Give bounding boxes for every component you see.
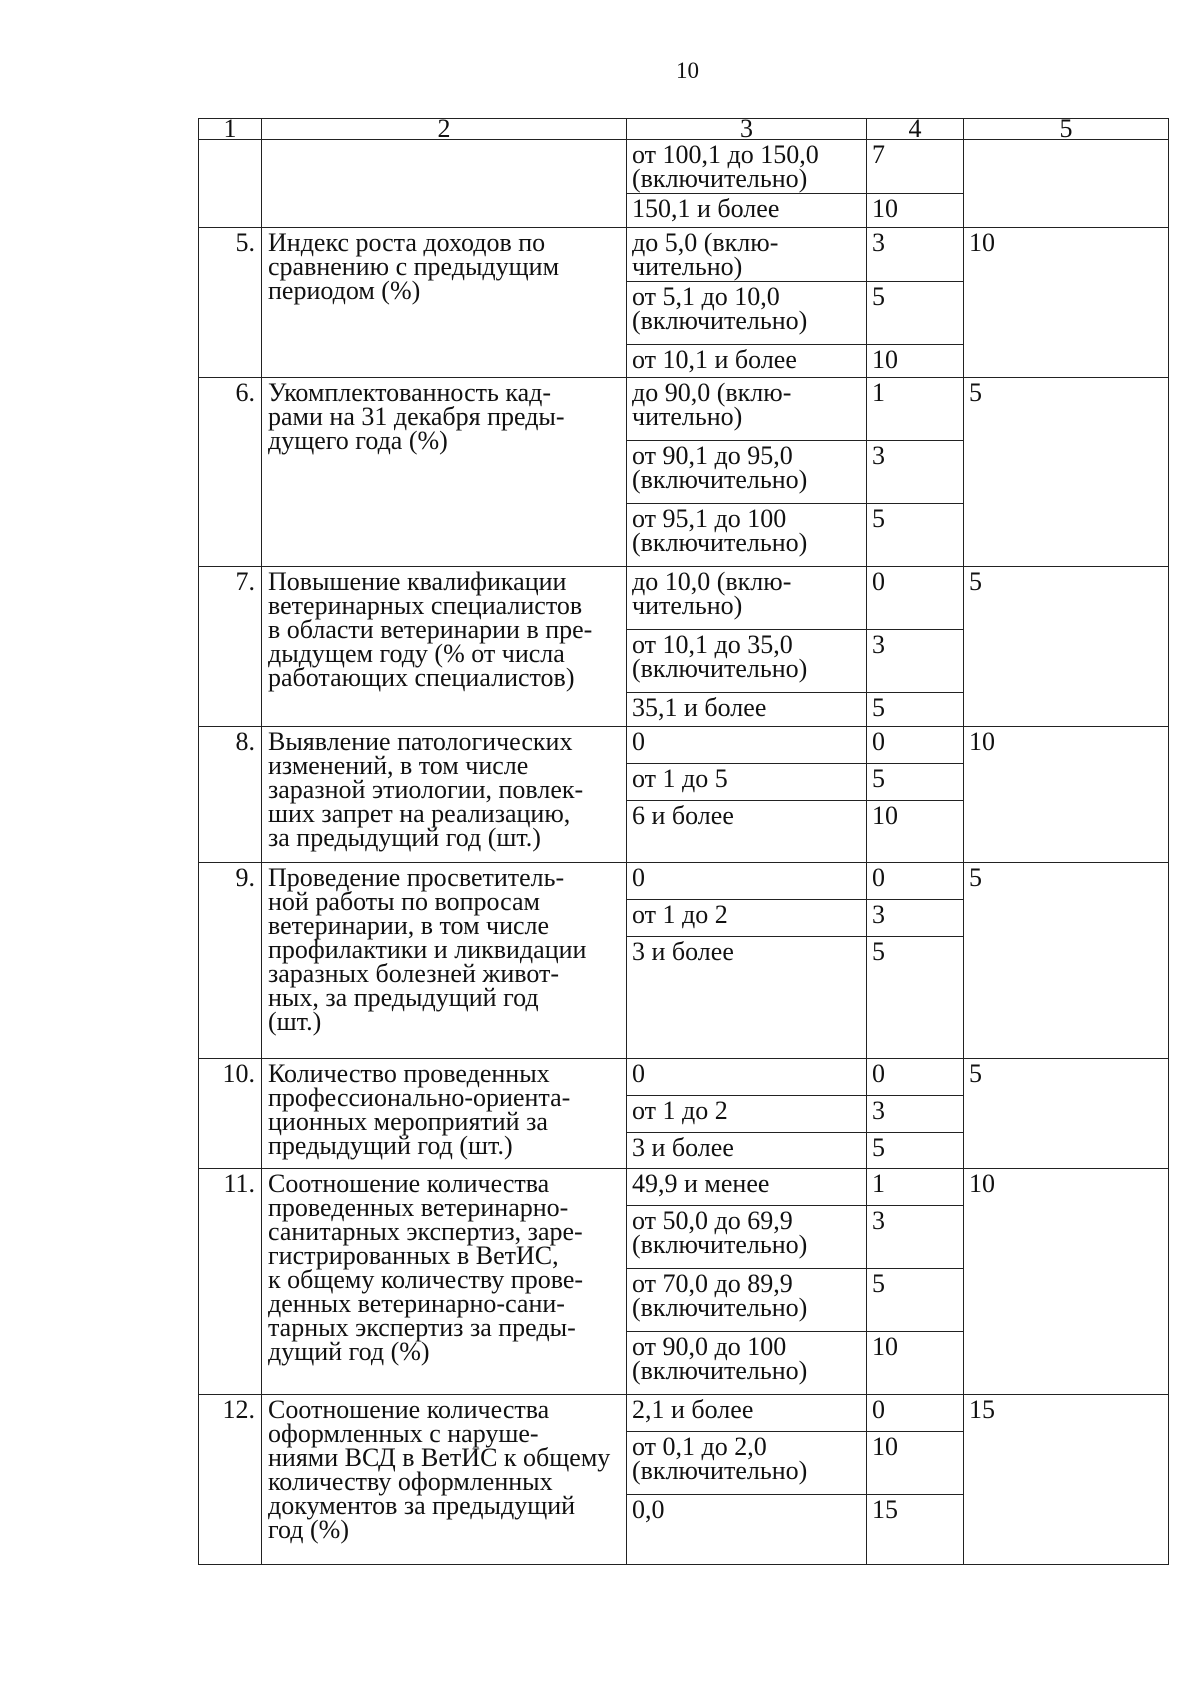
value-range-text: 150,1 и более <box>632 194 780 223</box>
max-points <box>964 140 1169 228</box>
criterion-name <box>262 1059 627 1169</box>
criterion-number <box>199 1169 262 1395</box>
points-text: 7 <box>872 140 885 169</box>
value-range <box>627 693 867 727</box>
value-range <box>627 900 867 937</box>
value-range-text: до 90,0 (вклю- чительно) <box>632 378 792 431</box>
points <box>867 567 964 630</box>
value-range <box>627 1432 867 1495</box>
value-range <box>627 567 867 630</box>
value-range-text: от 1 до 5 <box>632 764 728 793</box>
page-number: 10 <box>676 58 699 83</box>
points <box>867 1133 964 1169</box>
max-points <box>964 1169 1169 1395</box>
criterion-name-text: Количество проведенных профессионально-ориента- ционных мероприятий за предыдущий год (шт.) <box>268 1059 571 1160</box>
points-text: 5 <box>872 282 885 311</box>
criterion-name <box>262 140 627 228</box>
column-number <box>199 114 262 143</box>
table-row <box>199 1169 1169 1206</box>
points <box>867 1332 964 1395</box>
value-range-text: от 70,0 до 89,9 (включительно) <box>632 1269 808 1322</box>
points-text: 15 <box>872 1495 898 1524</box>
points <box>867 937 964 1059</box>
points-text: 3 <box>872 228 885 257</box>
max-points-text: 15 <box>969 1395 995 1424</box>
value-range <box>627 1332 867 1395</box>
value-range-text: до 10,0 (вклю- чительно) <box>632 567 792 620</box>
max-points-text: 10 <box>969 727 995 756</box>
table-row <box>199 140 1169 194</box>
value-range-text: от 10,1 до 35,0 (включительно) <box>632 630 808 683</box>
points <box>867 1059 964 1096</box>
table-row <box>199 1059 1169 1096</box>
value-range <box>627 282 867 345</box>
points-text: 3 <box>872 1206 885 1235</box>
points <box>867 1432 964 1495</box>
value-range <box>627 937 867 1059</box>
criterion-number-text: 7. <box>235 567 255 596</box>
value-range-text: 6 и более <box>632 801 734 830</box>
max-points <box>964 1059 1169 1169</box>
max-points <box>964 378 1169 567</box>
criterion-number <box>199 1395 262 1565</box>
max-points-text: 5 <box>969 378 982 407</box>
value-range-text: от 0,1 до 2,0 (включительно) <box>632 1432 808 1485</box>
max-points <box>964 863 1169 1059</box>
max-points-text: 10 <box>969 228 995 257</box>
points <box>867 630 964 693</box>
points-text: 5 <box>872 764 885 793</box>
criterion-number <box>199 1059 262 1169</box>
points-text: 10 <box>872 801 898 830</box>
table-row <box>199 1395 1169 1432</box>
points <box>867 801 964 863</box>
criterion-number <box>199 228 262 378</box>
points-text: 10 <box>872 1332 898 1361</box>
value-range-text: от 1 до 2 <box>632 900 728 929</box>
points-text: 5 <box>872 1133 885 1162</box>
value-range-text: 3 и более <box>632 1133 734 1162</box>
criterion-number <box>199 567 262 727</box>
points <box>867 504 964 567</box>
value-range-text: от 90,1 до 95,0 (включительно) <box>632 441 808 494</box>
criterion-name-text: Выявление патологических изменений, в том числе заразной этиологии, повлек- ших запрет на реализацию, за предыдущий год (шт.) <box>268 727 584 852</box>
criterion-number-text: 5. <box>235 228 255 257</box>
points-text: 3 <box>872 1096 885 1125</box>
value-range <box>627 1133 867 1169</box>
criterion-name <box>262 228 627 378</box>
value-range-text: от 95,1 до 100 (включительно) <box>632 504 808 557</box>
value-range <box>627 194 867 228</box>
value-range <box>627 1395 867 1432</box>
value-range <box>627 441 867 504</box>
value-range <box>627 345 867 378</box>
table-row <box>199 727 1169 764</box>
max-points-text: 5 <box>969 567 982 596</box>
criterion-name <box>262 1169 627 1395</box>
column-number-row <box>199 119 1169 140</box>
criterion-name-text: Индекс роста доходов по сравнению с предыдущим периодом (%) <box>268 228 560 305</box>
value-range <box>627 1169 867 1206</box>
value-range <box>627 228 867 282</box>
value-range-text: 0,0 <box>632 1495 665 1524</box>
value-range <box>627 1206 867 1269</box>
points <box>867 140 964 194</box>
criterion-number-text: 11. <box>223 1169 255 1198</box>
points-text: 0 <box>872 1395 885 1424</box>
value-range <box>627 630 867 693</box>
value-range <box>627 727 867 764</box>
points <box>867 441 964 504</box>
table-row <box>199 378 1169 441</box>
max-points-text: 5 <box>969 863 982 892</box>
column-number <box>627 114 867 143</box>
criterion-name <box>262 727 627 863</box>
points-text: 10 <box>872 1432 898 1461</box>
criterion-number <box>199 140 262 228</box>
criterion-name-text: Проведение просветитель- ной работы по вопросам ветеринарии, в том числе профилактики и ликвидации заразных болезней живот- ных, за предыдущий год (шт.) <box>268 863 587 1036</box>
value-range <box>627 504 867 567</box>
points-text: 0 <box>872 567 885 596</box>
criterion-number-text: 10. <box>222 1059 255 1088</box>
criterion-number-text: 8. <box>235 727 255 756</box>
value-range-text: 0 <box>632 1059 645 1088</box>
value-range <box>627 140 867 194</box>
value-range-text: от 50,0 до 69,9 (включительно) <box>632 1206 808 1259</box>
value-range <box>627 1269 867 1332</box>
points-text: 5 <box>872 1269 885 1298</box>
points <box>867 194 964 228</box>
points-text: 1 <box>872 378 885 407</box>
points <box>867 693 964 727</box>
points-text: 5 <box>872 693 885 722</box>
points-text: 3 <box>872 441 885 470</box>
value-range-text: от 5,1 до 10,0 (включительно) <box>632 282 808 335</box>
criterion-number-text: 9. <box>235 863 255 892</box>
table-row <box>199 567 1169 630</box>
max-points <box>964 1395 1169 1565</box>
points-text: 0 <box>872 1059 885 1088</box>
value-range-text: до 5,0 (вклю- чительно) <box>632 228 779 281</box>
column-number <box>867 114 964 143</box>
table-row <box>199 863 1169 900</box>
points <box>867 1495 964 1565</box>
max-points <box>964 727 1169 863</box>
value-range-text: от 1 до 2 <box>632 1096 728 1125</box>
value-range-text: 35,1 и более <box>632 693 767 722</box>
criterion-number-text: 6. <box>235 378 255 407</box>
points-text: 1 <box>872 1169 885 1198</box>
points-text: 3 <box>872 900 885 929</box>
points <box>867 228 964 282</box>
criterion-name-text: Соотношение количества оформленных с наруше- ниями ВСД в ВетИС к общему количеству оформленных документов за предыдущий год (%) <box>268 1395 611 1544</box>
points <box>867 282 964 345</box>
value-range-text: 3 и более <box>632 937 734 966</box>
criterion-name <box>262 1395 627 1565</box>
column-number-text: 5 <box>1059 114 1073 143</box>
column-number-text: 1 <box>223 114 237 143</box>
criterion-name <box>262 378 627 567</box>
max-points-text: 5 <box>969 1059 982 1088</box>
points-text: 10 <box>872 194 898 223</box>
column-number <box>964 114 1169 143</box>
criterion-name <box>262 863 627 1059</box>
criterion-number-text: 12. <box>222 1395 255 1424</box>
criterion-number <box>199 727 262 863</box>
column-number <box>262 114 627 143</box>
criterion-number <box>199 863 262 1059</box>
points-text: 0 <box>872 863 885 892</box>
value-range-text: 0 <box>632 863 645 892</box>
max-points-text: 10 <box>969 1169 995 1198</box>
value-range <box>627 378 867 441</box>
points-text: 3 <box>872 630 885 659</box>
points <box>867 1206 964 1269</box>
criterion-name-text: Соотношение количества проведенных ветеринарно- санитарных экспертиз, заре- гистрированных в ВетИС, к общему количеству прове- денных ветеринарно-сани- тарных экспертиз за преды- дущий год (%) <box>268 1169 584 1366</box>
value-range-text: 2,1 и более <box>632 1395 754 1424</box>
points-text: 10 <box>872 345 898 374</box>
points <box>867 1269 964 1332</box>
value-range-text: от 10,1 и более <box>632 345 797 374</box>
criterion-name <box>262 567 627 727</box>
points-text: 0 <box>872 727 885 756</box>
points <box>867 1096 964 1133</box>
max-points <box>964 567 1169 727</box>
column-number-text: 2 <box>437 114 451 143</box>
value-range <box>627 1495 867 1565</box>
table-row <box>199 228 1169 282</box>
points <box>867 1169 964 1206</box>
points <box>867 900 964 937</box>
criterion-name-text: Повышение квалификации ветеринарных специалистов в области ветеринарии в пре- дыдущем году (% от числа работающих специалистов) <box>268 567 593 692</box>
value-range <box>627 1096 867 1133</box>
value-range-text: 49,9 и менее <box>632 1169 770 1198</box>
column-number-text: 3 <box>740 114 753 143</box>
points <box>867 863 964 900</box>
points <box>867 378 964 441</box>
value-range-text: от 90,0 до 100 (включительно) <box>632 1332 808 1385</box>
value-range <box>627 863 867 900</box>
column-number-text: 4 <box>908 114 922 143</box>
criterion-number <box>199 378 262 567</box>
points-text: 5 <box>872 937 885 966</box>
points <box>867 727 964 764</box>
value-range <box>627 764 867 801</box>
value-range-text: 0 <box>632 727 645 756</box>
points-text: 5 <box>872 504 885 533</box>
points <box>867 345 964 378</box>
criterion-name-text: Укомплектованность кад- рами на 31 декабря преды- дущего года (%) <box>268 378 565 455</box>
max-points <box>964 228 1169 378</box>
criteria-table <box>198 114 1169 1565</box>
points <box>867 1395 964 1432</box>
value-range <box>627 1059 867 1096</box>
value-range-text: от 100,1 до 150,0 (включительно) <box>632 140 819 193</box>
criteria-table-body <box>199 114 1169 1565</box>
points <box>867 764 964 801</box>
value-range <box>627 801 867 863</box>
